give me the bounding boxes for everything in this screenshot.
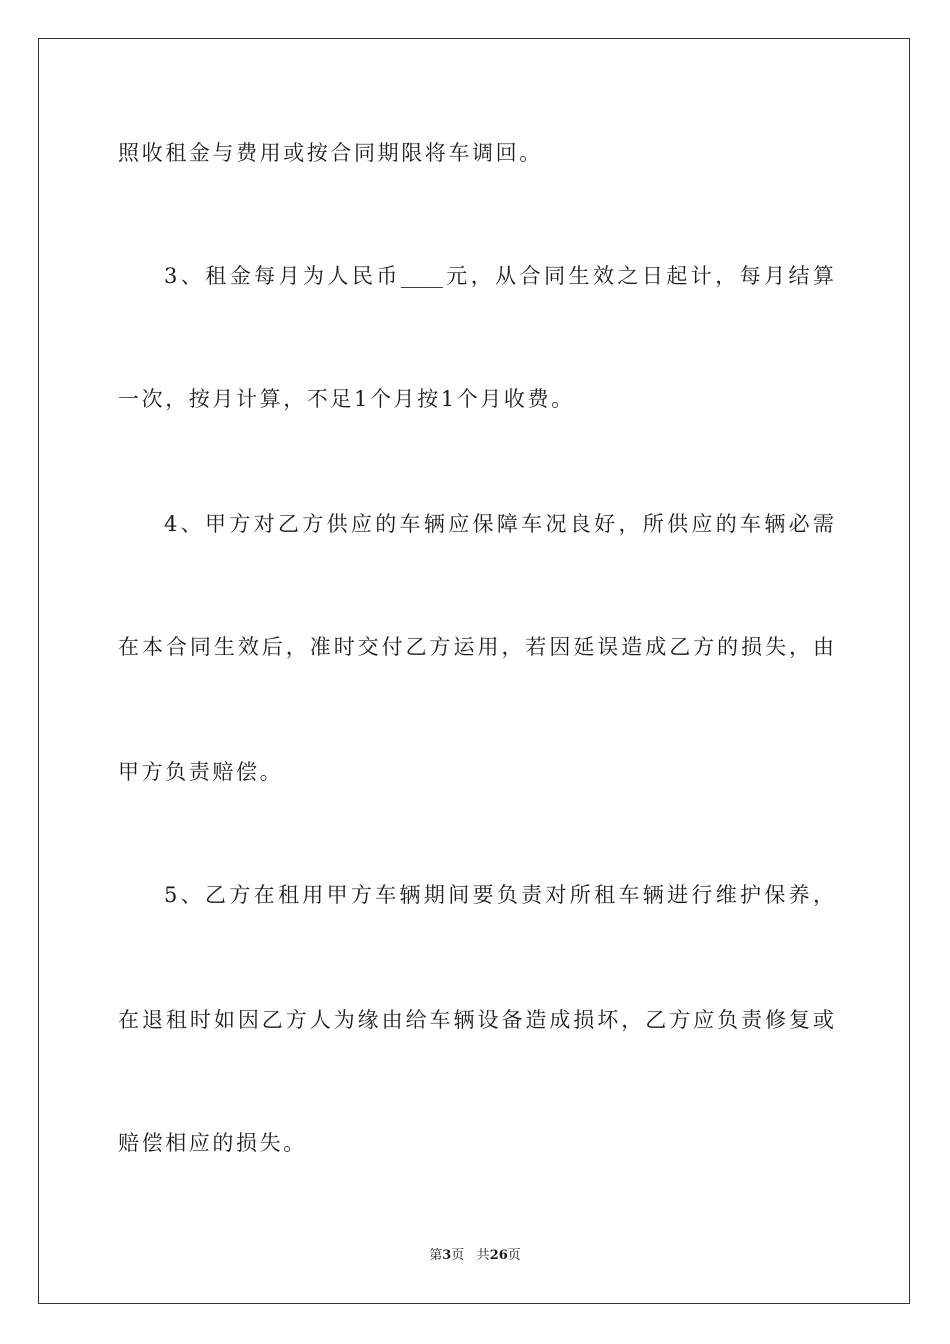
paragraph-line: 5、乙方在租用甲方车辆期间要负责对所租车辆进行维护保养， (164, 883, 834, 907)
total-label-suffix: 页 (507, 1248, 521, 1263)
paragraph-line: 在本合同生效后，准时交付乙方运用，若因延误造成乙方的损失，由 (118, 635, 834, 659)
paragraph-line: 3、租金每月为人民币____元，从合同生效之日起计，每月结算 (164, 264, 834, 288)
total-label-prefix: 共 (476, 1248, 490, 1263)
page-number: 3 (442, 1248, 452, 1263)
paragraph-line: 照收租金与费用或按合同期限将车调回。 (118, 141, 543, 165)
page-label-suffix: 页 (451, 1248, 465, 1263)
paragraph-line: 4、甲方对乙方供应的车辆应保障车况良好，所供应的车辆必需 (164, 512, 834, 536)
total-pages: 26 (489, 1248, 508, 1263)
page-border (38, 38, 910, 1304)
page-label-prefix: 第 (429, 1248, 443, 1263)
paragraph-line: 赔偿相应的损失。 (118, 1131, 307, 1155)
paragraph-line: 甲方负责赔偿。 (118, 760, 284, 784)
paragraph-line: 一次，按月计算，不足1个月按1个月收费。 (118, 387, 575, 411)
paragraph-line: 在退租时如因乙方人为缘由给车辆设备造成损坏，乙方应负责修复或 (118, 1008, 834, 1032)
page-footer (0, 1247, 950, 1265)
